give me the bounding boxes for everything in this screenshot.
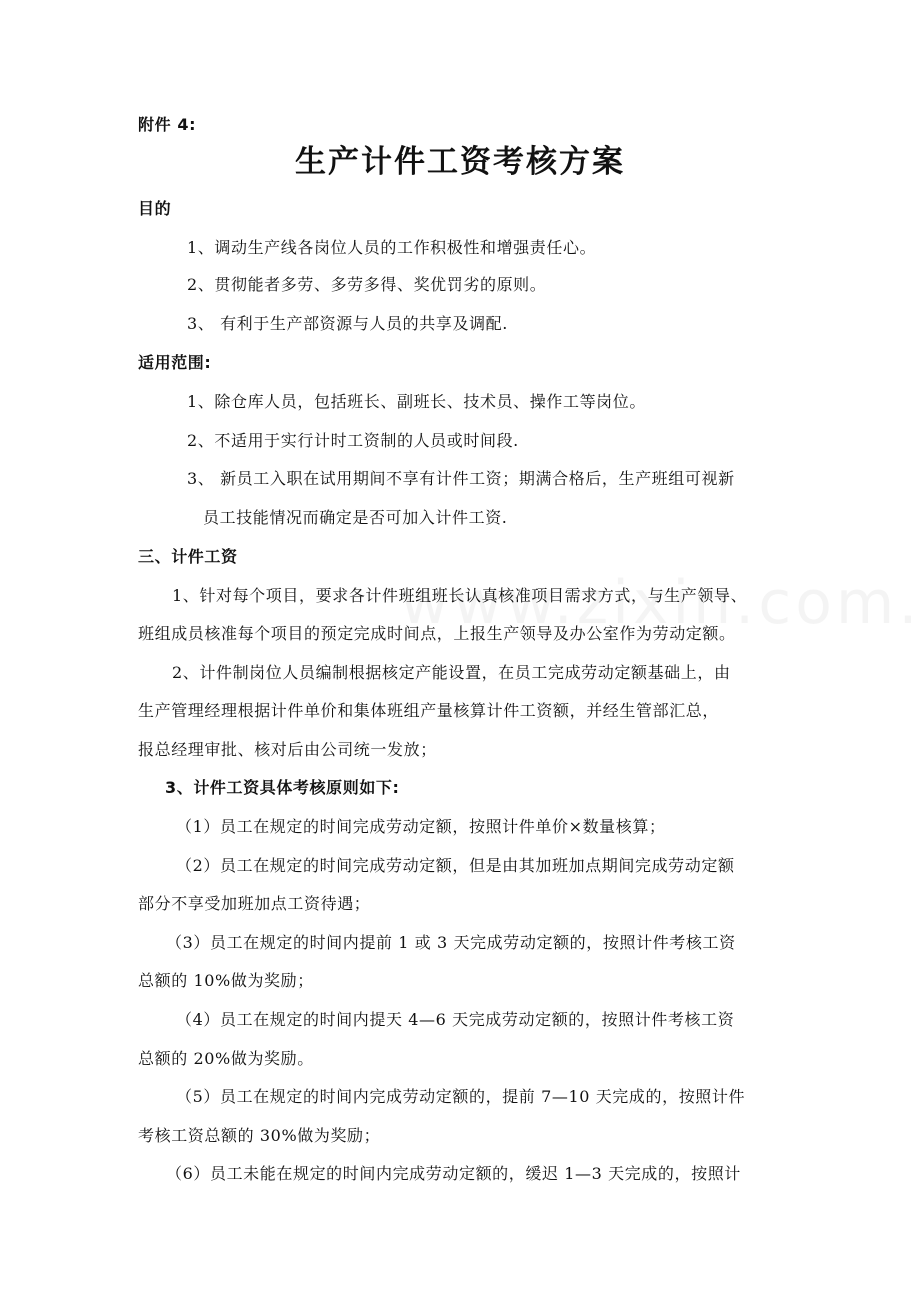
rule-4-line-2: 总额的 20%做为奖励。 <box>138 1049 314 1068</box>
piecework-p2-line-2: 生产管理经理根据计件单价和集体班组产量核算计件工资额，并经生管部汇总， <box>138 701 720 720</box>
rule-3-line-1: （3）员工在规定的时间内提前 1 或 3 天完成劳动定额的，按照计件考核工资 <box>166 933 736 952</box>
purpose-item-3: 3、 有利于生产部资源与人员的共享及调配. <box>187 314 508 333</box>
piecework-p2-line-1: 2、计件制岗位人员编制根据核定产能设置，在员工完成劳动定额基础上，由 <box>172 663 731 682</box>
scope-item-2: 2、不适用于实行计时工资制的人员或时间段. <box>187 431 519 450</box>
scope-item-3: 3、 新员工入职在试用期间不享有计件工资；期满合格后，生产班组可视新 <box>187 469 735 488</box>
piecework-rules-heading: 3、计件工资具体考核原则如下: <box>165 778 400 797</box>
piecework-p1-line-2: 班组成员核准每个项目的预定完成时间点，上报生产领导及办公室作为劳动定额。 <box>138 624 736 643</box>
rule-5-line-1: （5）员工在规定的时间内完成劳动定额的，提前 7—10 天完成的，按照计件 <box>176 1087 746 1106</box>
scope-item-1: 1、除仓库人员，包括班长、副班长、技术员、操作工等岗位。 <box>187 392 646 411</box>
piecework-p2-line-3: 报总经理审批、核对后由公司统一发放； <box>138 740 437 759</box>
attachment-label: 附件 4: <box>138 115 197 134</box>
section-heading-scope: 适用范围: <box>138 353 212 372</box>
purpose-item-1: 1、调动生产线各岗位人员的工作积极性和增强责任心。 <box>187 238 597 257</box>
rule-1: （1）员工在规定的时间完成劳动定额，按照计件单价×数量核算； <box>176 817 666 836</box>
rule-6-line-1: （6）员工未能在规定的时间内完成劳动定额的，缓迟 1—3 天完成的，按照计 <box>166 1164 741 1183</box>
purpose-item-2: 2、贯彻能者多劳、多劳多得、奖优罚劣的原则。 <box>187 275 547 294</box>
section-heading-piecework: 三、计件工资 <box>138 547 238 566</box>
rule-3-line-2: 总额的 10%做为奖励； <box>138 971 314 990</box>
document-title: 生产计件工资考核方案 <box>295 144 625 180</box>
rule-2-line-1: （2）员工在规定的时间完成劳动定额，但是由其加班加点期间完成劳动定额 <box>176 856 735 875</box>
section-heading-purpose: 目的 <box>138 199 172 218</box>
scope-item-3-cont: 员工技能情况而确定是否可加入计件工资. <box>203 508 508 527</box>
rule-4-line-1: （4）员工在规定的时间内提天 4—6 天完成劳动定额的，按照计件考核工资 <box>176 1010 735 1029</box>
rule-5-line-2: 考核工资总额的 30%做为奖励； <box>138 1126 381 1145</box>
piecework-p1-line-1: 1、针对每个项目，要求各计件班组班长认真核准项目需求方式，与生产领导、 <box>172 586 748 605</box>
rule-2-line-2: 部分不享受加班加点工资待遇； <box>138 894 371 913</box>
